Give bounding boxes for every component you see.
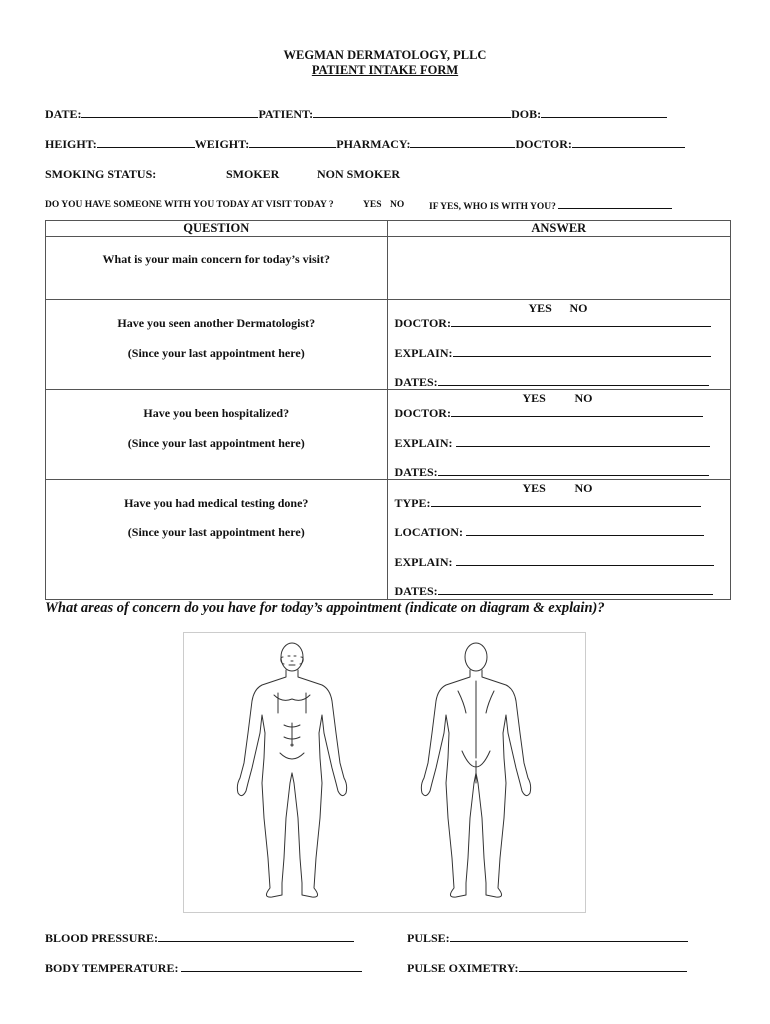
field-line[interactable] <box>456 555 714 566</box>
field-line[interactable] <box>466 525 704 536</box>
testing-explain-field[interactable] <box>395 555 714 570</box>
body-diagram[interactable] <box>183 632 586 913</box>
body-temperature-label: BODY TEMPERATURE: <box>45 961 179 975</box>
pulse-label: PULSE: <box>407 931 450 945</box>
body-temperature-field[interactable] <box>45 961 362 976</box>
hospitalized-no[interactable]: NO <box>574 391 593 405</box>
question-answer-table <box>45 220 731 600</box>
pulse-line[interactable] <box>450 931 688 942</box>
patient-field[interactable] <box>313 107 511 118</box>
companion-follow-up-label: IF YES, WHO IS WITH YOU? <box>429 202 556 212</box>
back-figure <box>421 643 530 897</box>
question-cell <box>46 480 388 600</box>
companion-yes[interactable]: YES <box>363 200 382 210</box>
field-label: DOCTOR: <box>394 406 451 420</box>
pulse-oximetry-label: PULSE OXIMETRY: <box>407 961 519 975</box>
companion-follow-up <box>429 200 672 212</box>
testing-yes[interactable]: YES <box>522 481 546 495</box>
pulse-field[interactable] <box>407 931 688 946</box>
answer-cell <box>387 390 731 480</box>
table-row <box>46 237 731 300</box>
front-figure <box>237 643 346 897</box>
question-column-header: QUESTION <box>46 221 388 237</box>
dob-label: DOB: <box>511 107 542 121</box>
field-line[interactable] <box>438 584 713 595</box>
field-label: EXPLAIN: <box>394 346 453 360</box>
patient-label: PATIENT: <box>258 107 314 121</box>
hospitalized-yes[interactable]: YES <box>522 391 546 405</box>
answer-column-header: ANSWER <box>387 221 731 237</box>
testing-subnote: (Since your last appointment here) <box>127 525 305 539</box>
height-field[interactable] <box>97 137 195 148</box>
hospitalized-question: Have you been hospitalized? <box>143 406 290 420</box>
dermatologist-doctor-field[interactable] <box>395 316 711 331</box>
field-label: DATES: <box>394 465 438 479</box>
dermatologist-dates-field[interactable] <box>395 375 709 390</box>
hospitalized-doctor-field[interactable] <box>395 406 703 421</box>
field-label: TYPE: <box>394 496 431 510</box>
weight-field[interactable] <box>249 137 336 148</box>
field-line[interactable] <box>453 346 711 357</box>
testing-type-field[interactable] <box>395 496 701 511</box>
row-date-patient-dob <box>45 107 667 122</box>
companion-question: DO YOU HAVE SOMEONE WITH YOU TODAY AT VISIT TODAY ? <box>45 200 334 210</box>
hospitalized-dates-field[interactable] <box>395 465 709 480</box>
testing-location-field[interactable] <box>395 525 704 540</box>
testing-question: Have you had medical testing done? <box>124 496 309 510</box>
doctor-field[interactable] <box>572 137 685 148</box>
field-label: DOCTOR: <box>394 316 451 330</box>
table-row <box>46 390 731 480</box>
hospitalized-subnote: (Since your last appointment here) <box>127 436 305 450</box>
testing-dates-field[interactable] <box>395 584 713 599</box>
non-smoker-option[interactable]: NON SMOKER <box>317 167 401 181</box>
field-line[interactable] <box>451 316 711 327</box>
date-label: DATE: <box>45 107 82 121</box>
pharmacy-label: PHARMACY: <box>336 137 411 151</box>
form-title: PATIENT INTAKE FORM <box>311 63 459 77</box>
question-cell <box>46 300 388 390</box>
dob-field[interactable] <box>541 107 667 118</box>
table-header-row <box>46 221 731 237</box>
pharmacy-field[interactable] <box>410 137 515 148</box>
dermatologist-subnote: (Since your last appointment here) <box>127 346 305 360</box>
table-row <box>46 300 731 390</box>
question-cell <box>46 390 388 480</box>
field-label: LOCATION: <box>394 525 463 539</box>
testing-no[interactable]: NO <box>574 481 593 495</box>
body-temperature-line[interactable] <box>181 961 362 972</box>
field-label: EXPLAIN: <box>394 555 453 569</box>
field-label: DATES: <box>394 375 438 389</box>
field-line[interactable] <box>438 375 709 386</box>
doctor-label: DOCTOR: <box>515 137 572 151</box>
smoking-status-label: SMOKING STATUS: <box>45 167 157 181</box>
question-cell <box>46 237 388 300</box>
body-outline-figures <box>184 633 587 914</box>
field-line[interactable] <box>456 436 710 447</box>
pulse-oximetry-field[interactable] <box>407 961 687 976</box>
field-line[interactable] <box>438 465 709 476</box>
blood-pressure-label: BLOOD PRESSURE: <box>45 931 159 945</box>
areas-of-concern-prompt: What areas of concern do you have for today’s appointment (indicate on diagram & explain)? <box>45 600 605 616</box>
answer-cell <box>387 300 731 390</box>
hospitalized-explain-field[interactable] <box>395 436 710 451</box>
blood-pressure-line[interactable] <box>158 931 354 942</box>
height-label: HEIGHT: <box>45 137 97 151</box>
companion-no[interactable]: NO <box>390 200 405 210</box>
field-label: EXPLAIN: <box>394 436 453 450</box>
main-concern-question: What is your main concern for today’s visit? <box>102 252 330 266</box>
answer-cell <box>387 480 731 600</box>
dermatologist-yes[interactable]: YES <box>528 301 552 315</box>
table-row <box>46 480 731 600</box>
practice-name: WEGMAN DERMATOLOGY, PLLC <box>283 48 487 62</box>
smoker-option[interactable]: SMOKER <box>226 167 280 181</box>
main-concern-answer[interactable] <box>387 237 731 300</box>
pulse-oximetry-line[interactable] <box>519 961 687 972</box>
field-line[interactable] <box>451 406 703 417</box>
dermatologist-explain-field[interactable] <box>395 346 711 361</box>
blood-pressure-field[interactable] <box>45 931 354 946</box>
row-height-weight-pharmacy-doctor <box>45 137 685 152</box>
companion-name-field[interactable] <box>558 200 672 209</box>
field-label: DATES: <box>394 584 438 598</box>
dermatologist-no[interactable]: NO <box>569 301 588 315</box>
date-field[interactable] <box>81 107 258 118</box>
weight-label: WEIGHT: <box>194 137 250 151</box>
dermatologist-question: Have you seen another Dermatologist? <box>117 316 316 330</box>
field-line[interactable] <box>431 496 701 507</box>
